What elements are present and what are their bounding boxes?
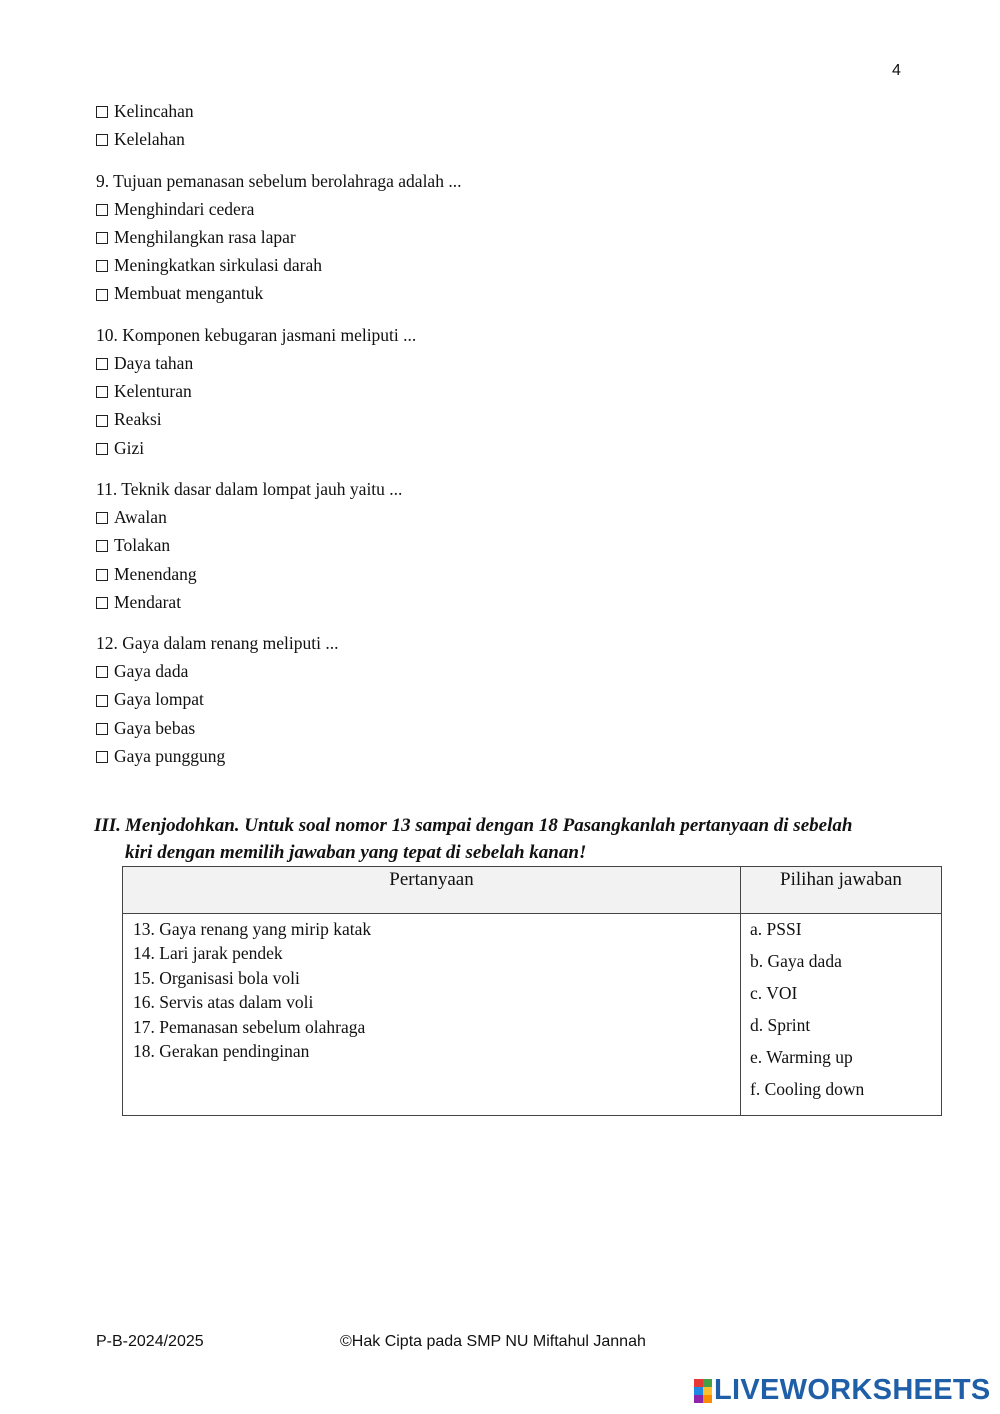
statement[interactable]: 17. Pemanasan sebelum olahraga bbox=[133, 1016, 366, 1037]
checkbox-icon[interactable] bbox=[96, 751, 108, 763]
checkbox-icon[interactable] bbox=[96, 386, 108, 398]
question-12 bbox=[96, 630, 916, 770]
option-label: Gaya bebas bbox=[114, 717, 196, 738]
option[interactable] bbox=[96, 223, 916, 251]
brand-name: LIVEWORKSHEETS bbox=[714, 1374, 991, 1406]
option-label: Tolakan bbox=[114, 535, 171, 556]
footer-copyright: ©Hak Cipta pada SMP NU Miftahul Jannah bbox=[340, 1333, 646, 1350]
option-label: Gizi bbox=[114, 437, 145, 458]
question-text: 10. Komponen kebugaran jasmani meliputi ... bbox=[96, 324, 417, 345]
question-10 bbox=[96, 322, 916, 462]
option-label: Meningkatkan sirkulasi darah bbox=[114, 255, 323, 276]
answer-choice[interactable]: e. Warming up bbox=[750, 1047, 853, 1067]
question-11 bbox=[96, 476, 916, 616]
option[interactable] bbox=[96, 588, 916, 616]
checkbox-icon[interactable] bbox=[96, 597, 108, 609]
question-text: 9. Tujuan pemanasan sebelum berolahraga adalah ... bbox=[96, 170, 462, 191]
option-label: Kelincahan bbox=[114, 101, 194, 121]
logo-tile bbox=[694, 1379, 703, 1387]
option[interactable] bbox=[96, 531, 916, 559]
checkbox-icon[interactable] bbox=[96, 289, 108, 301]
statement[interactable]: 15. Organisasi bola voli bbox=[133, 967, 300, 988]
option[interactable] bbox=[96, 560, 916, 588]
logo-tile bbox=[694, 1387, 703, 1395]
footer-code: P-B-2024/2025 bbox=[96, 1333, 204, 1350]
liveworksheets-logo bbox=[694, 1374, 991, 1407]
statement[interactable]: 13. Gaya renang yang mirip katak bbox=[133, 919, 372, 939]
statement[interactable]: 16. Servis atas dalam voli bbox=[133, 992, 314, 1013]
option[interactable] bbox=[96, 349, 916, 377]
question-9 bbox=[96, 168, 916, 308]
option[interactable] bbox=[96, 251, 916, 279]
logo-tile bbox=[703, 1387, 712, 1395]
question-text: 12. Gaya dalam renang meliputi ... bbox=[96, 633, 339, 654]
section-instruction-line2: kiri dengan memilih jawaban yang tepat di sebelah kanan! bbox=[125, 842, 587, 863]
option-label: Gaya dada bbox=[114, 661, 189, 682]
option-label: Kelelahan bbox=[114, 129, 185, 150]
checkbox-icon[interactable] bbox=[96, 540, 108, 552]
answer-choice[interactable]: c. VOI bbox=[750, 983, 798, 1003]
option-label: Awalan bbox=[114, 506, 167, 527]
section-heading bbox=[94, 812, 924, 866]
option-label: Gaya punggung bbox=[114, 746, 226, 767]
option[interactable] bbox=[96, 657, 916, 685]
option[interactable] bbox=[96, 279, 916, 307]
option-label: Menendang bbox=[114, 563, 197, 584]
option[interactable] bbox=[96, 405, 916, 433]
checkbox-icon[interactable] bbox=[96, 204, 108, 216]
checkbox-icon[interactable] bbox=[96, 106, 108, 118]
answer-choice[interactable]: f. Cooling down bbox=[750, 1079, 865, 1099]
brand-logo-icon bbox=[694, 1379, 712, 1403]
checkbox-icon[interactable] bbox=[96, 260, 108, 272]
checkbox-icon[interactable] bbox=[96, 415, 108, 427]
option-label: Gaya lompat bbox=[114, 689, 204, 710]
logo-tile bbox=[694, 1395, 703, 1403]
checkbox-icon[interactable] bbox=[96, 134, 108, 146]
answer-choice[interactable]: a. PSSI bbox=[750, 919, 802, 939]
option[interactable] bbox=[96, 377, 916, 405]
option[interactable] bbox=[96, 125, 916, 153]
checkbox-icon[interactable] bbox=[96, 512, 108, 524]
option[interactable] bbox=[96, 714, 916, 742]
page-number: 4 bbox=[892, 62, 901, 79]
option-label: Mendarat bbox=[114, 591, 182, 612]
checkbox-icon[interactable] bbox=[96, 695, 108, 707]
logo-tile bbox=[703, 1379, 712, 1387]
question-text: 11. Teknik dasar dalam lompat jauh yaitu ... bbox=[96, 478, 403, 499]
header-questions: Pertanyaan bbox=[123, 867, 741, 914]
statement[interactable]: 18. Gerakan pendinginan bbox=[133, 1040, 310, 1061]
option[interactable] bbox=[96, 742, 916, 770]
header-answers: Pilihan jawaban bbox=[741, 867, 942, 914]
logo-tile bbox=[703, 1395, 712, 1403]
option-label: Menghilangkan rasa lapar bbox=[114, 226, 296, 247]
option[interactable] bbox=[96, 434, 916, 462]
statements-cell bbox=[123, 914, 741, 1116]
checkbox-icon[interactable] bbox=[96, 443, 108, 455]
option[interactable] bbox=[96, 685, 916, 713]
checkbox-icon[interactable] bbox=[96, 232, 108, 244]
checkbox-icon[interactable] bbox=[96, 723, 108, 735]
section-number: III. bbox=[94, 815, 121, 836]
option-label: Kelenturan bbox=[114, 381, 192, 402]
option[interactable] bbox=[96, 97, 916, 125]
answer-choice[interactable]: d. Sprint bbox=[750, 1015, 811, 1035]
checkbox-icon[interactable] bbox=[96, 358, 108, 370]
option-label: Menghindari cedera bbox=[114, 198, 255, 219]
option-label: Daya tahan bbox=[114, 352, 194, 373]
statement[interactable]: 14. Lari jarak pendek bbox=[133, 943, 283, 964]
option[interactable] bbox=[96, 503, 916, 531]
checkbox-icon[interactable] bbox=[96, 666, 108, 678]
option-label: Reaksi bbox=[114, 409, 162, 430]
option[interactable] bbox=[96, 195, 916, 223]
matching-table bbox=[122, 866, 942, 1116]
questions-area bbox=[96, 97, 916, 784]
continued-options bbox=[96, 97, 916, 154]
checkbox-icon[interactable] bbox=[96, 569, 108, 581]
option-label: Membuat mengantuk bbox=[114, 283, 264, 304]
answer-choice[interactable]: b. Gaya dada bbox=[750, 951, 842, 971]
answers-cell bbox=[741, 914, 942, 1116]
section-instruction-line1: Menjodohkan. Untuk soal nomor 13 sampai dengan 18 Pasangkanlah pertanyaan di sebelah bbox=[125, 815, 853, 836]
